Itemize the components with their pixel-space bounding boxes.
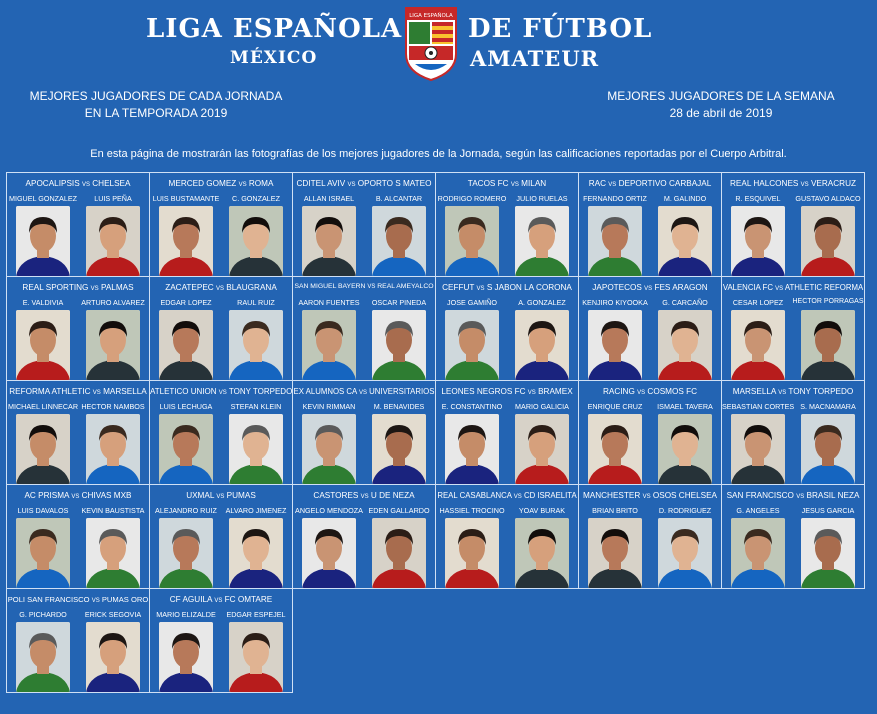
match-card bbox=[6, 172, 150, 277]
player-photo bbox=[159, 414, 213, 484]
league-logo bbox=[403, 6, 459, 82]
home-team: RACING bbox=[602, 387, 635, 396]
away-team: MARSELLA bbox=[103, 387, 147, 396]
home-team: CASTORES bbox=[313, 491, 359, 500]
away-team: UNIVERSITARIOS bbox=[369, 387, 435, 396]
away-team: OPORTO S MATEO bbox=[357, 179, 432, 188]
vs-label: VS bbox=[90, 286, 99, 292]
player-name-left: ENRIQUE CRUZ bbox=[587, 402, 643, 411]
player-name-left: R. ESQUIVEL bbox=[735, 194, 781, 203]
player-photo bbox=[731, 414, 785, 484]
player-photo bbox=[445, 206, 499, 276]
home-team: REAL HALCONES bbox=[729, 179, 799, 188]
title-right: DE FÚTBOL bbox=[468, 14, 653, 44]
home-team: SAN FRANCISCO bbox=[726, 491, 794, 500]
match-title bbox=[150, 491, 292, 500]
match-title bbox=[7, 283, 149, 292]
player-photo bbox=[302, 310, 356, 380]
home-team: MARSELLA bbox=[732, 387, 776, 396]
player-name-right: A. GONZALEZ bbox=[518, 298, 566, 307]
home-team: TACOS FC bbox=[467, 179, 509, 188]
player-name-left: MIGUEL GONZALEZ bbox=[8, 194, 78, 203]
player-photo bbox=[302, 206, 356, 276]
player-name-left: AARON FUENTES bbox=[298, 298, 360, 307]
player-photo bbox=[302, 518, 356, 588]
player-name-right: ISMAEL TAVERA bbox=[657, 402, 713, 411]
player-name-right: M. BENAVIDES bbox=[373, 402, 425, 411]
player-name-left: RODRIGO ROMERO bbox=[437, 194, 507, 203]
away-team: BRASIL NEZA bbox=[806, 491, 860, 500]
match-title bbox=[436, 179, 578, 188]
player-name-left: KENJIRO KIYOOKA bbox=[582, 298, 648, 307]
player-name-left: JOSE GAMIÑO bbox=[447, 298, 497, 307]
player-name-right: G. CARCAÑO bbox=[662, 298, 708, 307]
vs-label: VS bbox=[775, 286, 784, 292]
player-photo bbox=[445, 310, 499, 380]
vs-label: VS bbox=[796, 494, 805, 500]
home-team: LEONES NEGROS FC bbox=[441, 387, 526, 396]
match-card bbox=[435, 172, 579, 277]
away-team: OSOS CHELSEA bbox=[652, 491, 718, 500]
away-team: PUMAS bbox=[226, 491, 256, 500]
match-title bbox=[579, 387, 721, 396]
vs-label: VS bbox=[644, 286, 653, 292]
title-left: LIGA ESPAÑOLA bbox=[146, 14, 403, 44]
player-photo bbox=[658, 206, 712, 276]
match-card bbox=[292, 380, 436, 485]
match-card bbox=[435, 276, 579, 381]
player-photo bbox=[588, 206, 642, 276]
player-name-left: ALLAN ISRAEL bbox=[303, 194, 355, 203]
player-name-left: G. PICHARDO bbox=[19, 610, 67, 619]
player-photo bbox=[229, 622, 283, 692]
vs-label: VS bbox=[608, 182, 617, 188]
player-photo bbox=[658, 414, 712, 484]
away-team: PALMAS bbox=[100, 283, 134, 292]
player-photo bbox=[445, 518, 499, 588]
away-team: TONY TORPEDO bbox=[228, 387, 292, 396]
player-name-right: D. RODRIGUEZ bbox=[658, 506, 712, 515]
match-title bbox=[293, 283, 435, 290]
match-title bbox=[7, 595, 149, 604]
home-team: UXMAL bbox=[186, 491, 215, 500]
player-photo bbox=[16, 622, 70, 692]
player-photo bbox=[229, 518, 283, 588]
player-photo bbox=[159, 518, 213, 588]
season-heading bbox=[0, 88, 312, 122]
player-name-right: GUSTAVO ALDACO bbox=[795, 194, 861, 203]
player-photo bbox=[372, 518, 426, 588]
player-photo bbox=[229, 206, 283, 276]
home-team: APOCALIPSIS bbox=[25, 179, 80, 188]
match-title bbox=[436, 387, 578, 396]
player-photo bbox=[159, 310, 213, 380]
player-photo bbox=[16, 310, 70, 380]
match-card bbox=[721, 276, 865, 381]
player-name-left: LUIS BUSTAMANTE bbox=[152, 194, 220, 203]
player-name-left: BRIAN BRITO bbox=[592, 506, 638, 515]
player-photo bbox=[86, 414, 140, 484]
vs-label: VS bbox=[360, 494, 369, 500]
player-photo bbox=[86, 310, 140, 380]
player-name-right: B. ALCANTAR bbox=[375, 194, 423, 203]
player-name-right: KEVIN BAUSTISTA bbox=[81, 506, 145, 515]
player-photo bbox=[372, 310, 426, 380]
vs-label: VS bbox=[510, 182, 519, 188]
match-card bbox=[721, 172, 865, 277]
match-card bbox=[292, 172, 436, 277]
player-name-right: YOAV BURAK bbox=[518, 506, 566, 515]
match-card bbox=[578, 172, 722, 277]
home-team: CF AGUILA bbox=[169, 595, 213, 604]
match-card bbox=[292, 484, 436, 589]
away-team: FES ARAGON bbox=[654, 283, 708, 292]
subtitle-mexico: MÉXICO bbox=[230, 48, 318, 68]
player-name-left: HASSIEL TROCINO bbox=[439, 506, 505, 515]
home-team: JAPOTECOS bbox=[592, 283, 642, 292]
week-heading bbox=[565, 88, 877, 122]
player-photo bbox=[515, 414, 569, 484]
player-photo bbox=[515, 518, 569, 588]
player-photo bbox=[731, 310, 785, 380]
vs-label: VS bbox=[347, 182, 356, 188]
vs-label: VS bbox=[214, 598, 223, 604]
player-photo bbox=[16, 414, 70, 484]
player-photo bbox=[16, 206, 70, 276]
match-card bbox=[149, 380, 293, 485]
match-title bbox=[7, 387, 149, 396]
match-card bbox=[721, 484, 865, 589]
player-name-left: CESAR LOPEZ bbox=[732, 298, 784, 307]
player-name-left: KEVIN RIMMAN bbox=[302, 402, 356, 411]
home-team: REFORMA ATHLETIC bbox=[9, 387, 91, 396]
away-team: PUMAS ORO bbox=[101, 595, 149, 604]
players-grid bbox=[6, 172, 870, 692]
home-team: CEFFUT bbox=[442, 283, 475, 292]
match-card bbox=[721, 380, 865, 485]
match-card bbox=[149, 588, 293, 693]
player-name-left: ALEJANDRO RUIZ bbox=[155, 506, 217, 515]
match-card bbox=[6, 484, 150, 589]
match-title bbox=[7, 491, 149, 500]
season-heading-line2: EN LA TEMPORADA 2019 bbox=[84, 106, 228, 120]
vs-label: VS bbox=[367, 284, 376, 290]
away-team: CHELSEA bbox=[92, 179, 131, 188]
match-card bbox=[578, 484, 722, 589]
player-name-right: ARTURO ALVAREZ bbox=[81, 298, 145, 307]
player-photo bbox=[86, 206, 140, 276]
player-photo bbox=[229, 414, 283, 484]
vs-label: VS bbox=[81, 182, 90, 188]
match-title bbox=[150, 595, 292, 604]
player-photo bbox=[588, 518, 642, 588]
vs-label: VS bbox=[642, 494, 651, 500]
match-card bbox=[149, 484, 293, 589]
match-title bbox=[436, 283, 578, 292]
vs-label: VS bbox=[476, 286, 485, 292]
player-name-right: STEFAN KLEIN bbox=[230, 402, 282, 411]
vs-label: VS bbox=[216, 494, 225, 500]
player-photo bbox=[372, 414, 426, 484]
player-photo bbox=[731, 206, 785, 276]
vs-label: VS bbox=[778, 390, 787, 396]
match-card bbox=[149, 276, 293, 381]
player-photo bbox=[515, 206, 569, 276]
match-title bbox=[722, 491, 864, 500]
player-name-left: E. CONSTANTINO bbox=[441, 402, 503, 411]
player-name-left: LUIS DAVALOS bbox=[17, 506, 69, 515]
match-title bbox=[150, 283, 292, 292]
logo-text: LIGA ESPAÑOLA bbox=[409, 13, 453, 19]
player-name-right: JESUS GARCIA bbox=[801, 506, 855, 515]
match-title bbox=[722, 179, 864, 188]
player-photo bbox=[658, 518, 712, 588]
home-team: ZACATEPEC bbox=[165, 283, 214, 292]
away-team: VERACRUZ bbox=[810, 179, 857, 188]
player-name-left: SEBASTIAN CORTES bbox=[722, 402, 794, 411]
player-photo bbox=[16, 518, 70, 588]
player-name-right: MARIO GALICIA bbox=[515, 402, 569, 411]
player-name-right: ALVARO JIMENEZ bbox=[225, 506, 287, 515]
match-title bbox=[293, 491, 435, 500]
match-title bbox=[579, 179, 721, 188]
away-team: U DE NEZA bbox=[370, 491, 415, 500]
away-team: TONY TORPEDO bbox=[788, 387, 854, 396]
away-team: ATHLETIC REFORMA bbox=[784, 283, 864, 292]
match-title bbox=[722, 283, 864, 292]
match-card bbox=[149, 172, 293, 277]
vs-label: VS bbox=[91, 598, 100, 604]
match-card bbox=[6, 276, 150, 381]
match-title bbox=[722, 387, 864, 396]
home-team: EX ALUMNOS CA bbox=[293, 387, 357, 396]
match-title bbox=[579, 283, 721, 292]
away-team: ROMA bbox=[248, 179, 274, 188]
player-name-right: C. GONZALEZ bbox=[232, 194, 280, 203]
match-title bbox=[7, 179, 149, 188]
home-team: RAC bbox=[588, 179, 607, 188]
away-team: BLAUGRANA bbox=[226, 283, 277, 292]
week-date: 28 de abril de 2019 bbox=[669, 106, 773, 120]
match-title bbox=[293, 179, 435, 188]
vs-label: VS bbox=[238, 182, 247, 188]
player-name-left: MARIO ELIZALDE bbox=[156, 610, 216, 619]
player-name-left: E. VALDIVIA bbox=[22, 298, 64, 307]
match-card bbox=[435, 380, 579, 485]
player-name-right: HECTOR NAMBOS bbox=[81, 402, 145, 411]
away-team: MILAN bbox=[521, 179, 547, 188]
player-name-right: S. MACNAMARA bbox=[800, 402, 856, 411]
player-photo bbox=[801, 206, 855, 276]
home-team: AC PRISMA bbox=[24, 491, 70, 500]
vs-label: VS bbox=[637, 390, 646, 396]
player-photo bbox=[86, 622, 140, 692]
home-team: VALENCIA FC bbox=[722, 283, 773, 292]
player-photo bbox=[515, 310, 569, 380]
player-photo bbox=[86, 518, 140, 588]
player-name-right: JULIO RUELAS bbox=[516, 194, 568, 203]
player-name-right: EDEN GALLARDO bbox=[368, 506, 430, 515]
player-name-left: ANGELO MENDOZA bbox=[295, 506, 363, 515]
vs-label: VS bbox=[218, 390, 227, 396]
player-photo bbox=[445, 414, 499, 484]
player-name-right: OSCAR PINEDA bbox=[371, 298, 427, 307]
player-name-right: LUIS PEÑA bbox=[94, 194, 132, 203]
vs-label: VS bbox=[92, 390, 101, 396]
home-team: REAL SPORTING bbox=[22, 283, 89, 292]
match-title bbox=[293, 387, 435, 396]
away-team: COSMOS FC bbox=[647, 387, 697, 396]
player-name-left: G. ANGELES bbox=[736, 506, 780, 515]
subtitle-amateur: AMATEUR bbox=[470, 46, 600, 71]
player-photo bbox=[731, 518, 785, 588]
player-photo bbox=[302, 414, 356, 484]
home-team: CDITEL AVIV bbox=[296, 179, 346, 188]
player-name-left: MICHAEL LINNECAR bbox=[7, 402, 79, 411]
player-name-right: RAUL RUIZ bbox=[237, 298, 275, 307]
player-name-right: HECTOR PORRAGAS bbox=[792, 298, 864, 305]
week-heading-line1: MEJORES JUGADORES DE LA SEMANA bbox=[607, 89, 835, 103]
home-team: SAN MIGUEL BAYERN bbox=[294, 283, 366, 290]
vs-label: VS bbox=[216, 286, 225, 292]
home-team: REAL CASABLANCA bbox=[437, 491, 512, 500]
home-team: POLI SAN FRANCISCO bbox=[7, 595, 90, 604]
match-card bbox=[435, 484, 579, 589]
match-title bbox=[579, 491, 721, 500]
match-title bbox=[150, 179, 292, 188]
player-photo bbox=[658, 310, 712, 380]
vs-label: VS bbox=[71, 494, 80, 500]
match-title bbox=[150, 387, 292, 396]
player-photo bbox=[801, 310, 855, 380]
match-card bbox=[578, 276, 722, 381]
player-name-left: FERNANDO ORTIZ bbox=[583, 194, 647, 203]
away-team: FC OMTARE bbox=[224, 595, 273, 604]
away-team: BRAMEX bbox=[538, 387, 573, 396]
vs-label: VS bbox=[358, 390, 367, 396]
away-team: S JABON LA CORONA bbox=[486, 283, 572, 292]
player-photo bbox=[801, 518, 855, 588]
away-team: DEPORTIVO CARBAJAL bbox=[618, 179, 712, 188]
player-name-right: EDGAR ESPEJEL bbox=[226, 610, 286, 619]
player-photo bbox=[372, 206, 426, 276]
match-title bbox=[436, 491, 578, 500]
player-name-left: LUIS LECHUGA bbox=[159, 402, 213, 411]
player-photo bbox=[801, 414, 855, 484]
home-team: MANCHESTER bbox=[582, 491, 641, 500]
vs-label: VS bbox=[527, 390, 536, 396]
away-team: CD ISRAELITA bbox=[523, 491, 577, 500]
player-name-right: ERICK SEGOVIA bbox=[84, 610, 142, 619]
match-card bbox=[6, 380, 150, 485]
intro-text: En esta página de mostrarán las fotografías de los mejores jugadores de la Jornada, según las calificaciones reportadas por el Cuerpo Arbitral. bbox=[90, 148, 787, 160]
player-name-right: M. GALINDO bbox=[663, 194, 707, 203]
home-team: ATLETICO UNION bbox=[150, 387, 217, 396]
season-heading-line1: MEJORES JUGADORES DE CADA JORNADA bbox=[29, 89, 283, 103]
player-photo bbox=[588, 414, 642, 484]
player-name-left: EDGAR LOPEZ bbox=[160, 298, 212, 307]
away-team: REAL AMEYALCO bbox=[377, 283, 434, 290]
player-photo bbox=[159, 622, 213, 692]
away-team: CHIVAS MXB bbox=[81, 491, 132, 500]
home-team: MERCED GOMEZ bbox=[168, 179, 237, 188]
player-photo bbox=[229, 310, 283, 380]
match-card bbox=[292, 276, 436, 381]
vs-label: VS bbox=[513, 494, 522, 500]
player-photo bbox=[588, 310, 642, 380]
player-photo bbox=[159, 206, 213, 276]
match-card bbox=[578, 380, 722, 485]
match-card bbox=[6, 588, 150, 693]
vs-label: VS bbox=[800, 182, 809, 188]
